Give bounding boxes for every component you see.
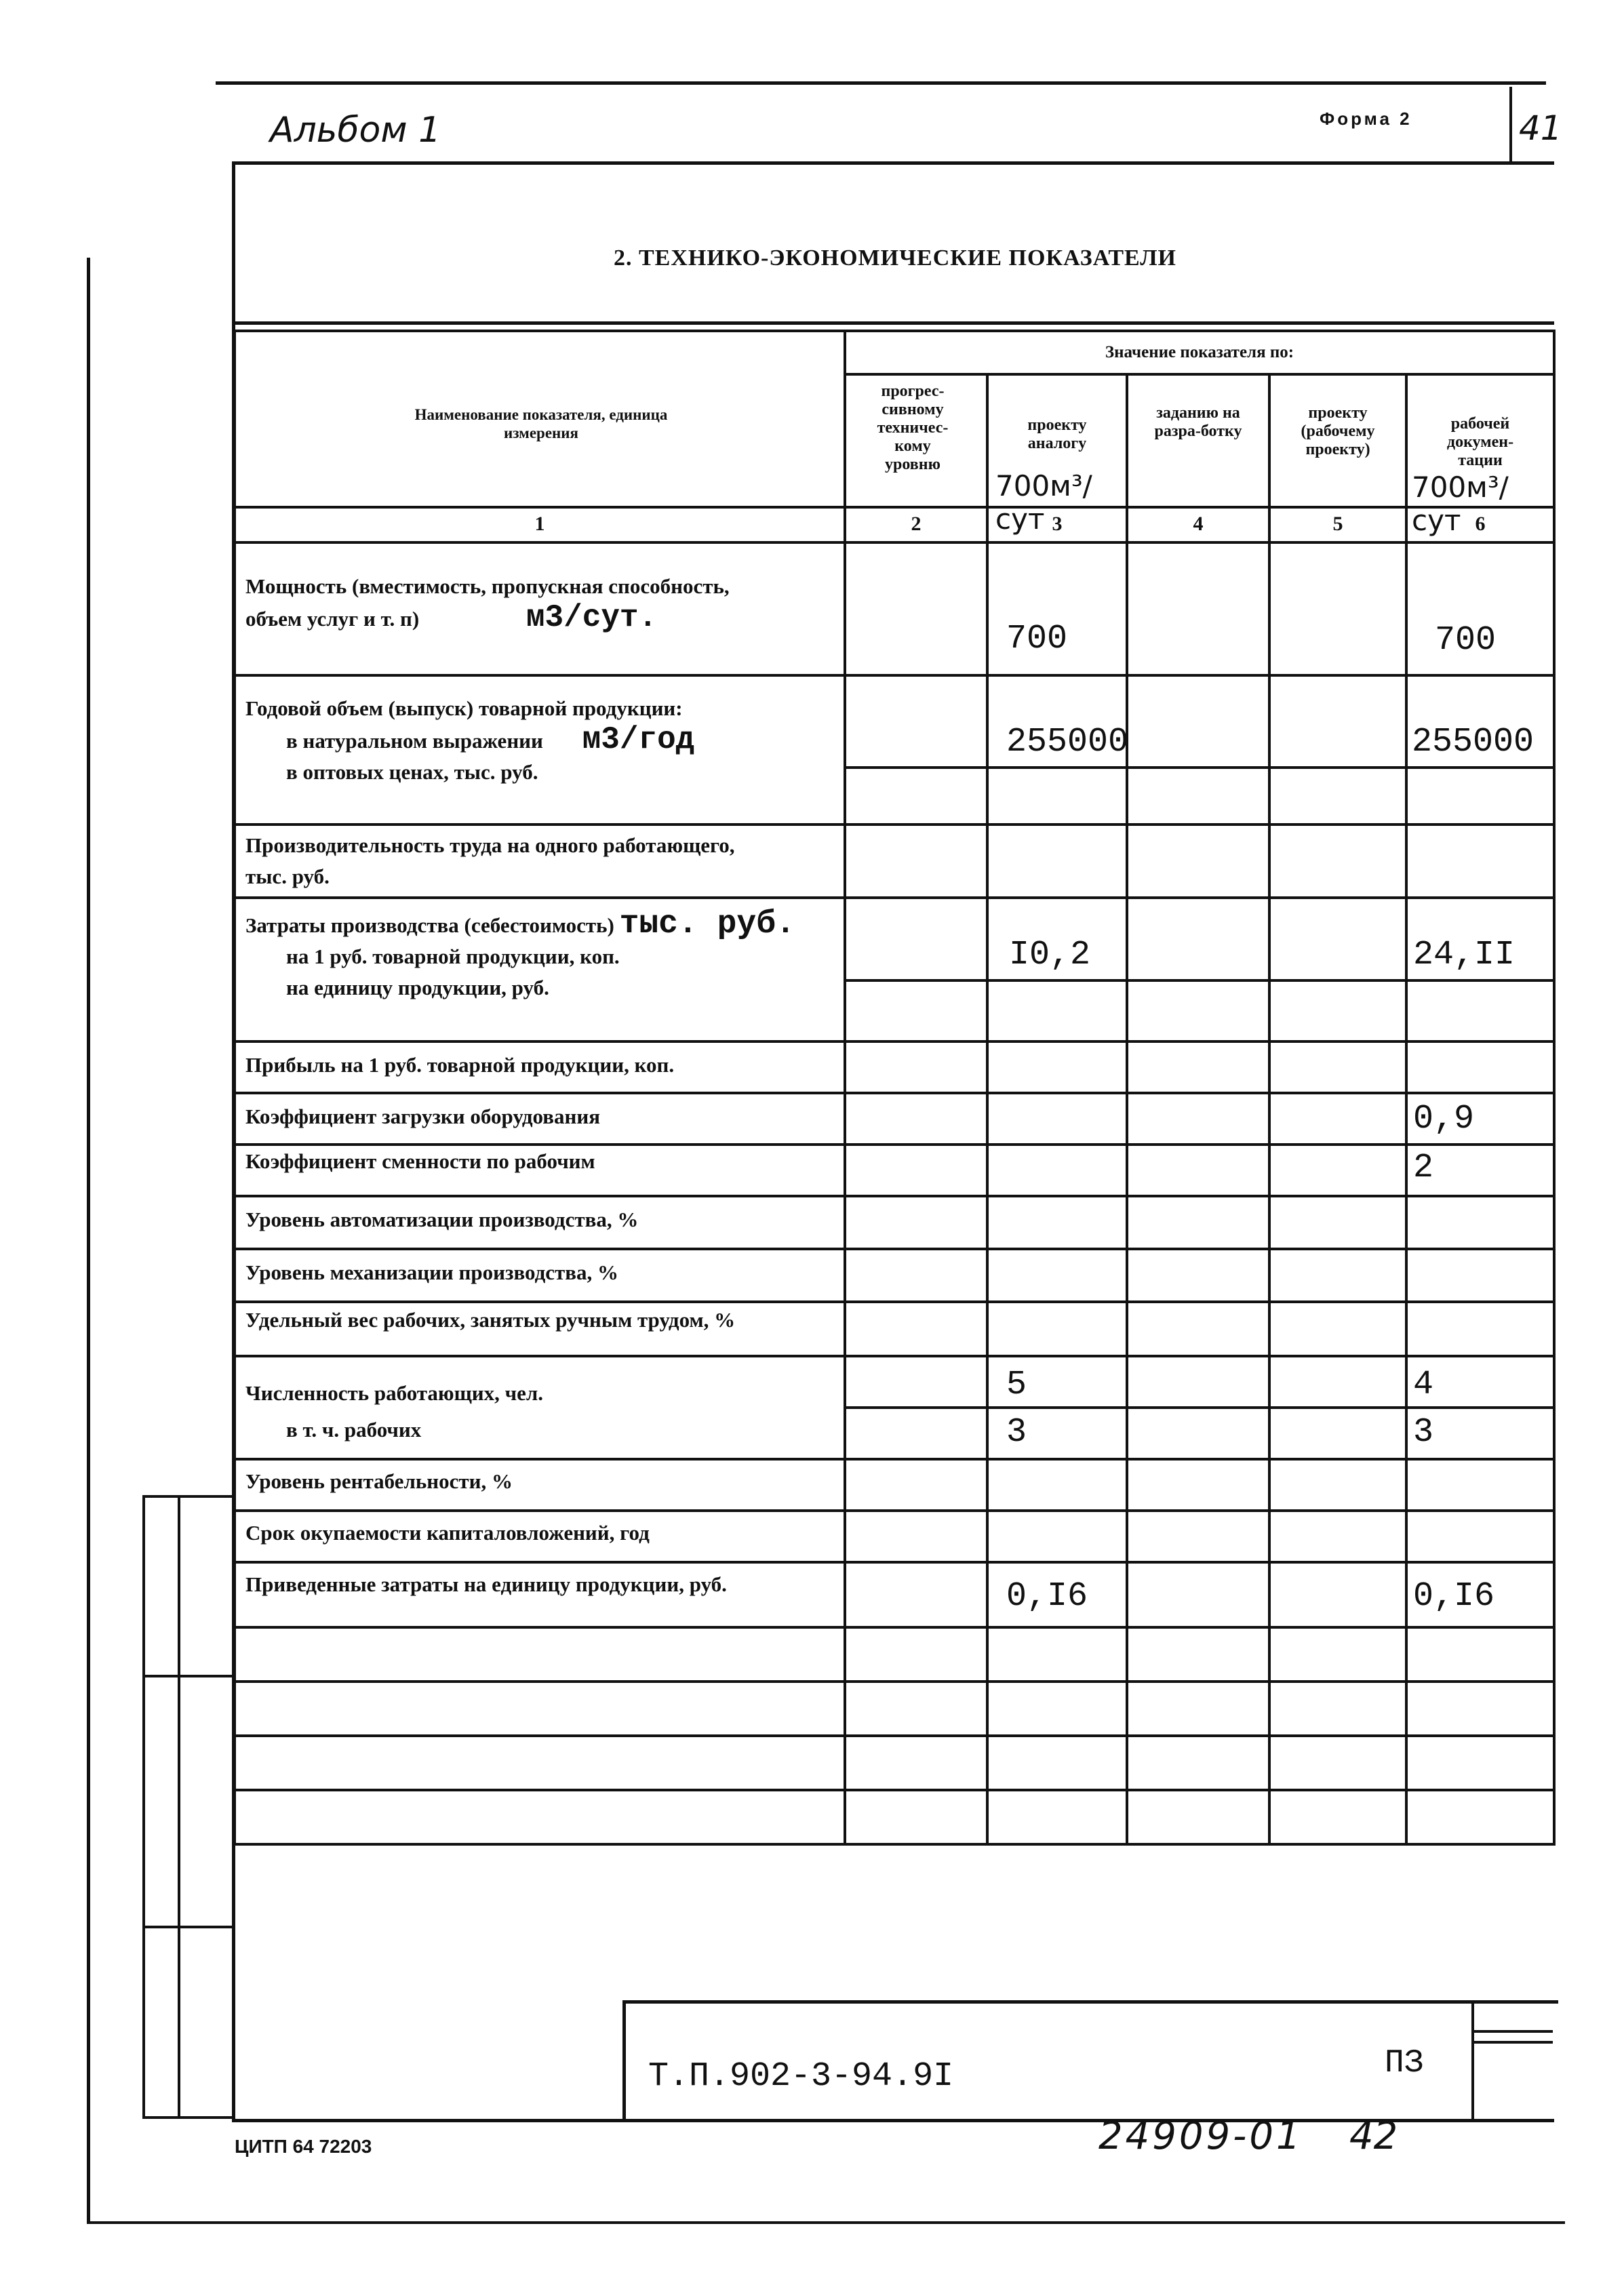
col5-header-cell [1269, 374, 1406, 507]
label-profit: Прибыль на 1 руб. товарной продукции, коп. [235, 1041, 845, 1093]
top-rule [216, 81, 1546, 85]
col6-header: рабочей докумен-тации [1446, 415, 1514, 469]
colnum-5: 5 [1269, 507, 1406, 542]
table-row [235, 1356, 1554, 1408]
value-costs-analog: I0,2 [1009, 936, 1091, 974]
table-row [235, 1249, 1554, 1302]
label-payback: Срок окупаемости капиталовложений, год [235, 1511, 845, 1562]
table-row [235, 1093, 1554, 1145]
value-load-factor-workdoc: 0,9 [1413, 1100, 1475, 1138]
sheet-number: 41 [1519, 108, 1562, 148]
col4-header-cell [1127, 374, 1269, 507]
label-productivity: Производительность труда на одного работающего, тыс. руб. [235, 824, 845, 898]
colnum-6: 6 [1406, 507, 1554, 542]
group-header: Значение показателя по: [1105, 343, 1294, 361]
col3-header-note: 700м³/сут [995, 469, 1092, 536]
sheet-number-box-line [1509, 87, 1512, 163]
table-row [235, 1145, 1554, 1196]
col3-header: проекту аналогу [1027, 416, 1087, 452]
colnum-2: 2 [845, 507, 987, 542]
value-headcount-analog: 5 [1006, 1366, 1027, 1404]
label-mechanization: Уровень механизации производства, % [235, 1249, 845, 1302]
table-row [235, 675, 1554, 768]
label-reduced-costs: Приведенные затраты на единицу продукции, руб. [235, 1562, 845, 1627]
title-bottom-rule [232, 321, 1554, 325]
value-workers-analog: 3 [1006, 1413, 1027, 1452]
album-label: Альбом 1 [270, 110, 441, 151]
colnum-1: 1 [235, 507, 845, 542]
value-reduced-costs-analog: 0,I6 [1006, 1577, 1088, 1616]
table-row [235, 1302, 1554, 1356]
unit-annual-volume: м3/год [582, 722, 695, 757]
label-manual-labor: Удельный вес рабочих, занятых ручным трудом, % [235, 1302, 845, 1356]
table-row [235, 824, 1554, 898]
col1-header-cell [235, 331, 845, 507]
label-shift-factor: Коэффициент сменности по рабочим [235, 1145, 845, 1196]
table-row [235, 898, 1554, 980]
col2-header-cell [845, 374, 987, 507]
value-capacity-workdoc: 700 [1435, 621, 1497, 660]
table-row [235, 1041, 1554, 1093]
col2-header: прогрес-сивному техничес-кому уровню [877, 382, 949, 473]
col1-header: Наименование показателя, единица измерения [414, 406, 668, 441]
binding-strip-divider [178, 1495, 180, 2119]
value-reduced-costs-workdoc: 0,I6 [1413, 1577, 1495, 1616]
form-label: Форма 2 [1320, 108, 1412, 129]
value-headcount-workdoc: 4 [1413, 1366, 1434, 1404]
value-costs-workdoc: 24,II [1413, 936, 1516, 974]
value-capacity-analog: 700 [1006, 620, 1068, 658]
colnum-4: 4 [1127, 507, 1269, 542]
inventory-number: 24909-01 [1098, 2114, 1303, 2158]
table-row [235, 1196, 1554, 1249]
unit-costs: тыс. руб. [619, 906, 795, 942]
indicators-table [233, 330, 1556, 1846]
label-costs: Затраты производства (себестоимость) тыс. руб. на 1 руб. товарной продукции, коп. на единицу продукции, руб. [235, 898, 845, 1041]
value-annual-volume-analog: 255000 [1006, 723, 1129, 761]
page-number: 42 [1349, 2114, 1398, 2158]
section-code: ПЗ [1385, 2045, 1424, 2082]
value-annual-volume-workdoc: 255000 [1412, 723, 1534, 761]
col6-header-note: 700м³/сут [1412, 471, 1509, 537]
label-capacity: Мощность (вместимость, пропускная способность, объем услуг и т. п) м3/сут. [235, 542, 845, 675]
col6-header-cell [1406, 374, 1554, 537]
section-title: 2. ТЕХНИКО-ЭКОНОМИЧЕСКИЕ ПОКАЗАТЕЛИ [613, 245, 1177, 271]
bottom-rule [87, 2221, 1565, 2224]
binding-strip [142, 1495, 235, 2119]
table-row [235, 1511, 1554, 1562]
table-row [235, 1459, 1554, 1511]
label-annual-volume: Годовой объем (выпуск) товарной продукции: в натуральном выражении м3/год в оптовых ценах, тыс. руб. [235, 675, 845, 824]
label-profitability: Уровень рентабельности, % [235, 1459, 845, 1511]
col5-header: проекту (рабочему проекту) [1301, 404, 1375, 458]
project-code: Т.П.902-3-94.9I [648, 2057, 954, 2096]
table-row [235, 542, 1554, 675]
label-load-factor: Коэффициент загрузки оборудования [235, 1093, 845, 1145]
unit-capacity: м3/сут. [526, 600, 658, 635]
label-automation: Уровень автоматизации производства, % [235, 1196, 845, 1249]
value-workers-workdoc: 3 [1413, 1413, 1434, 1452]
value-shift-factor-workdoc: 2 [1413, 1149, 1434, 1187]
col4-header: заданию на разра-ботку [1154, 404, 1242, 440]
col3-header-cell [987, 374, 1127, 536]
left-margin-rule [87, 258, 90, 2224]
printer-mark: ЦИТП 64 72203 [235, 2136, 372, 2157]
table-row [235, 1562, 1554, 1627]
colnum-3: 3 [987, 507, 1127, 542]
group-header-cell [845, 331, 1554, 374]
label-headcount: Численность работающих, чел. в т. ч. рабочих [235, 1356, 845, 1459]
